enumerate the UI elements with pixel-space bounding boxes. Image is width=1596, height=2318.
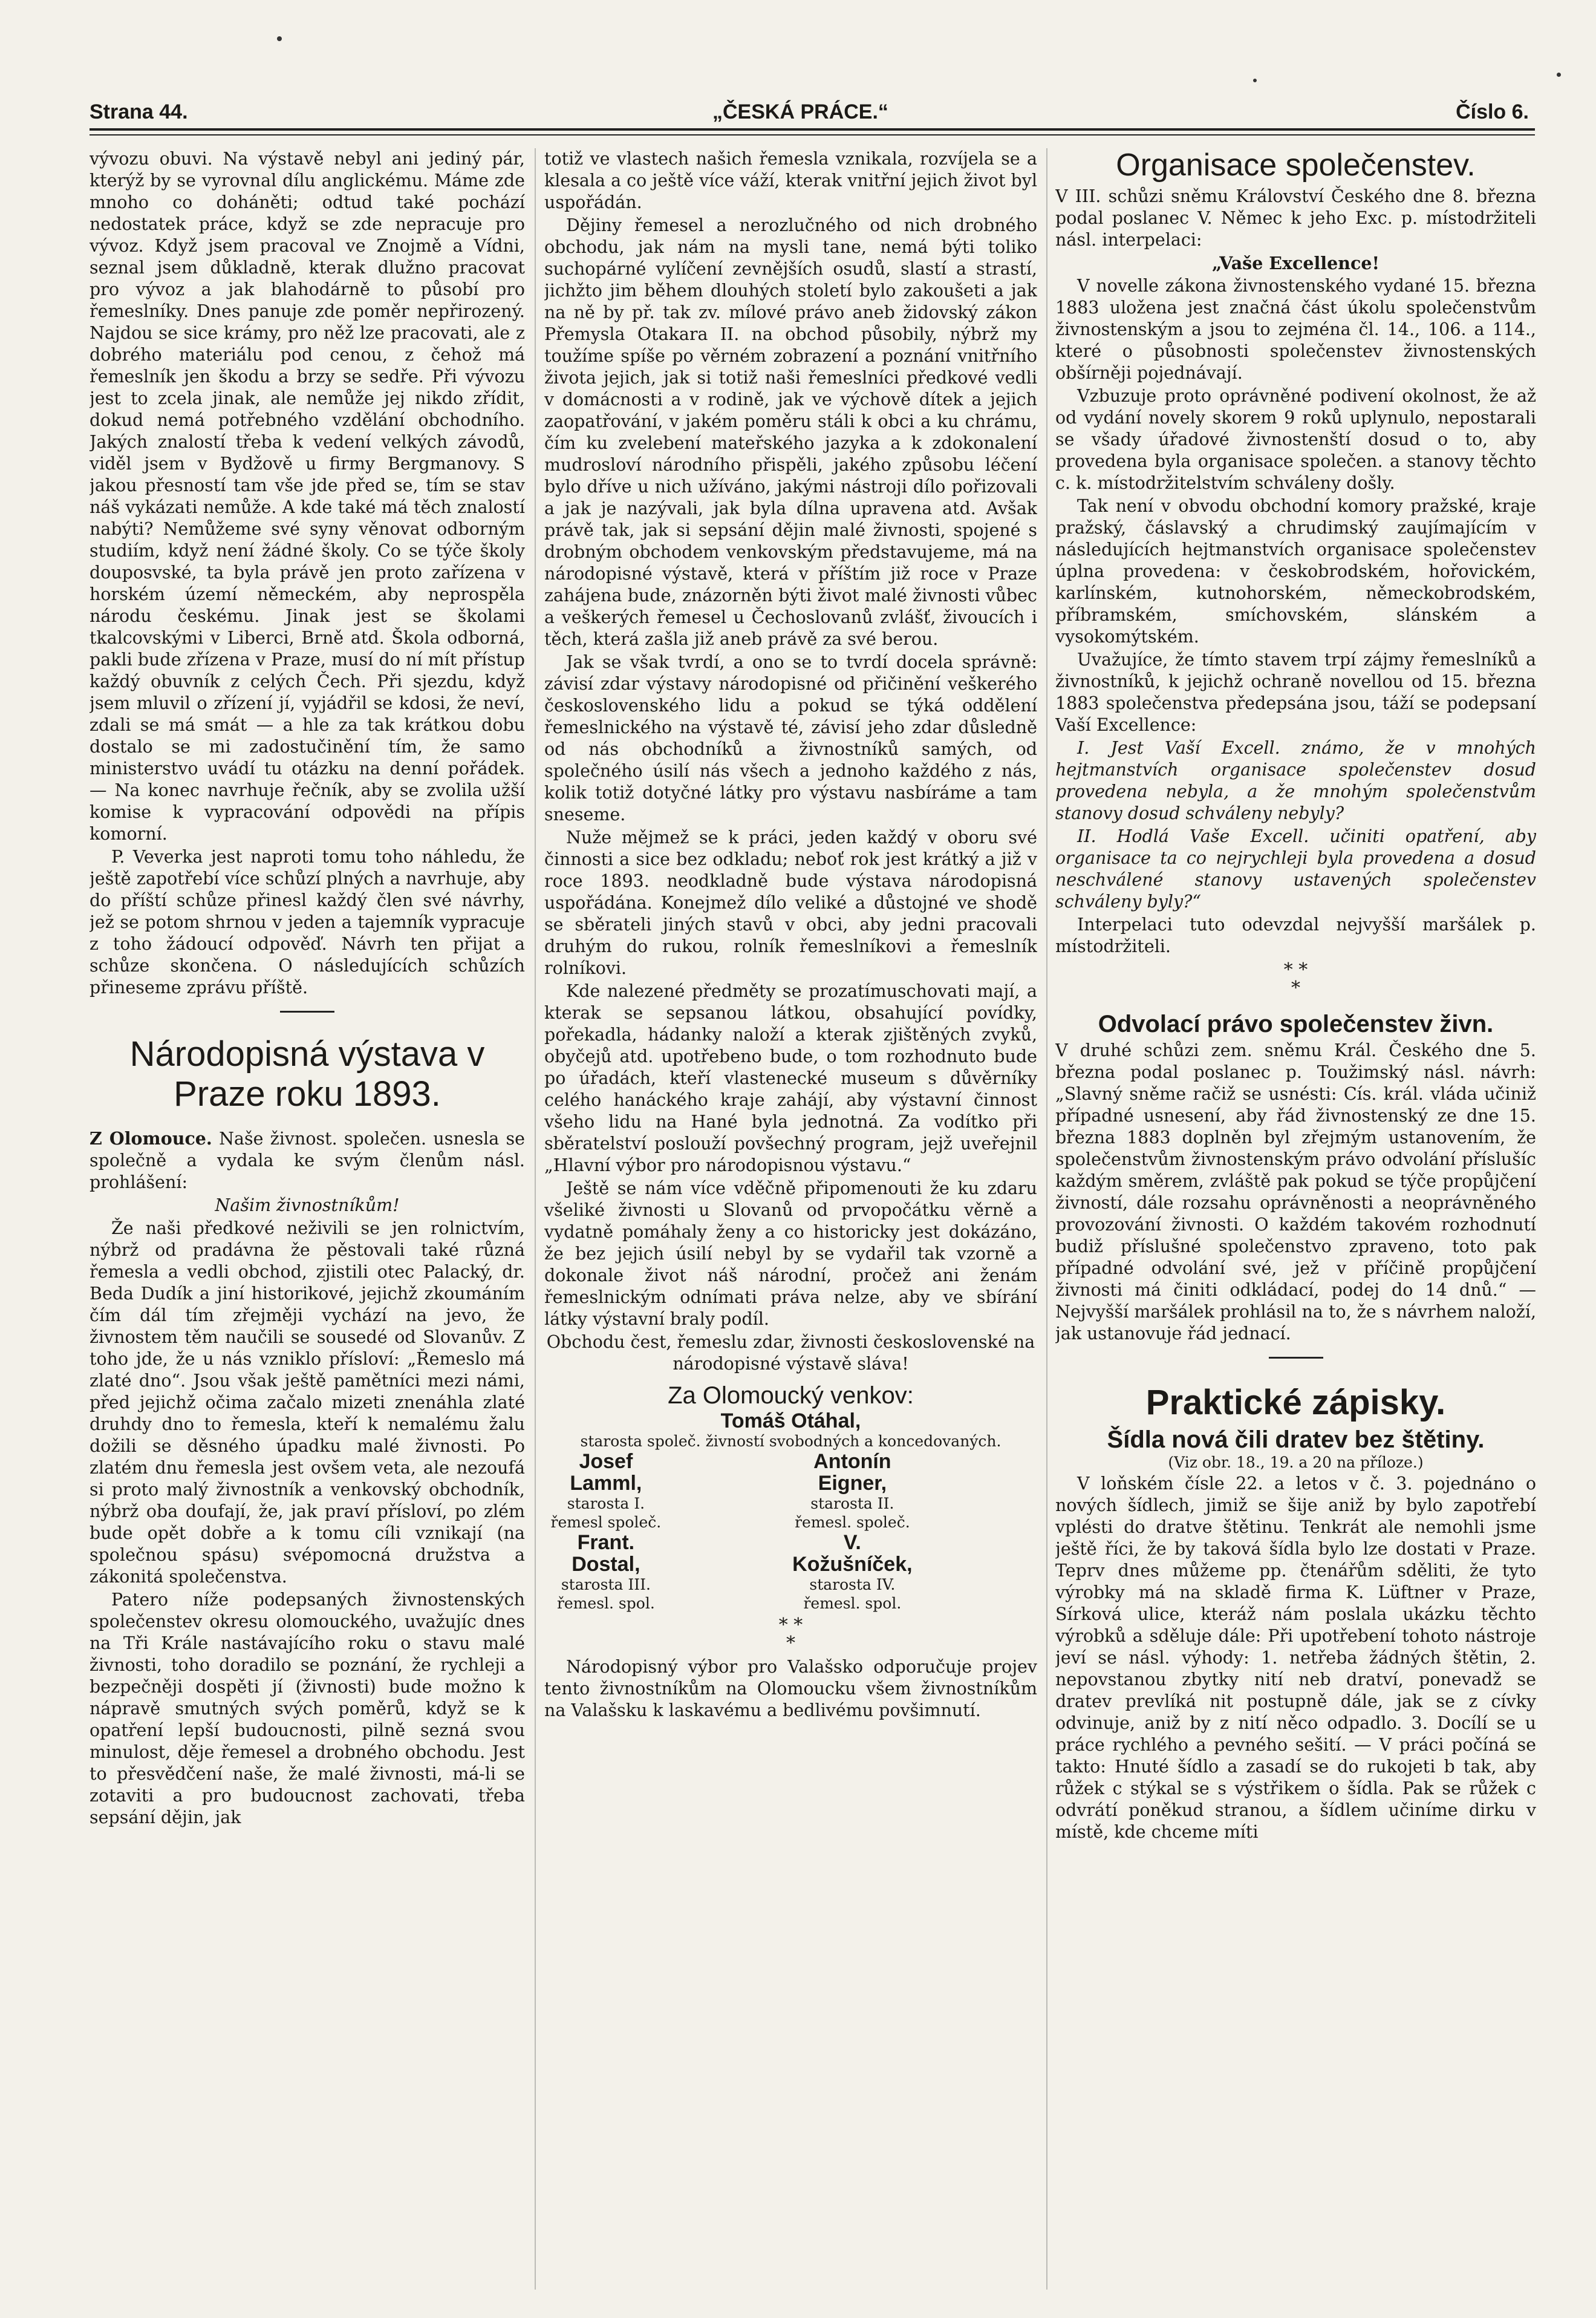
print-speck [1557, 73, 1561, 77]
signatory-role: starosta III. řemesl. spol. [556, 1576, 655, 1612]
article-text: Národopisný výbor pro Valašsko odporučuje projev tento živnostníkům na Olomoucku všem živnostníkům na Valašsku k laskavému a bedlivému povšimnutí. [544, 1657, 1037, 1720]
header-rule-thin [90, 134, 1535, 135]
signatories-heading: Za Olomoucký venkov: [668, 1382, 914, 1409]
section-heading: Odvolací právo společenstev živn. [1098, 1011, 1494, 1037]
salutation: Našim živnostníkům! [215, 1195, 400, 1215]
column-3 [1055, 148, 1536, 2302]
article-text: totiž ve vlastech našich řemesla vznikala, rozvíjela se a klesala a co ještě více váží, kterak vnitřní jejich život byl uspořádán. [544, 149, 1037, 212]
page-header [90, 90, 1535, 138]
column-2 [544, 148, 1037, 2302]
salutation: „Vaše Excellence! [1212, 253, 1379, 273]
issue-number: Číslo 6. [1456, 100, 1529, 123]
signatory-role: starosta společ. živností svobodných a koncedovaných. [580, 1432, 1002, 1450]
signatory [544, 1451, 791, 1532]
print-speck [277, 36, 282, 41]
article-text: Dějiny řemesel a nerozlučného od nich drobného obchodu, jak nám na mysli tane, nemá býti toliko suchopárné vylíčení zevnějších osudů, slastí a strastí, jichžto jim během dlouhých století bylo zakoušeti a jak na ně by př. tak zv. mílové právo aneb židovský zákon Přemysla Otakara II. na obchod působily, nýbrž my toužíme spíše po věrném zobrazení a poznání vnitřního života jejich, jak si totiž naši řemeslníci předkové vedli v domácnosti a v rodině, jak ve výchově dítek a jejich zaopatřování, v jakém poměru stáli k obci a ku chrámu, čím ku zvelebení mateřského jazyka a k zdokonalení mudrosloví národního přispěli, jakého způsobu léčení bylo dříve u nich užíváno, jakými nástroji dílo pořizovali a jak je nazývali, jak byla dílna upravena atd. Avšak právě tak, jak si sepsání dějin malé živnosti, spojené s drobným obchodem venkovským představujeme, má na národopisné výstavě, která v příštím již roce v Praze zahájena bude, znázorněn býti život malé živnosti vůbec a veškerých řemesel u Čechoslovanů zvlášť, živoucích i těch, která zašla již aneb právě za své berou. [544, 215, 1037, 649]
lead-text: Naše živnost. společen. usnesla se společně a vydala ke svým členům násl. prohlášení: [90, 1129, 525, 1192]
article-text: V druhé schůzi zem. sněmu Král. Českého dne 5. března podal poslanec p. Toužimský násl. návrh: „Slavný sněme račiž se usnésti: Cís. král. vláda učiniž případné usnesení, aby řád živnostenský ze dne 15. března 1883 doplněn byl zřejmým ustanovením, že společenstvům živnostenským právo odvolání příslušíc každým směrem, zvláště pak pokud se týče propůjčení živností, dále rozsahu oprávněnosti a neoprávněného provozování živnosti. O každém takovém rozhodnutí budiž příslušné společenstvo zpraveno, toto pak případné odvolání své, jež v příčině propůjčení živnosti má činiti odkládací, podej do 14 dnů.“ — Nejvyšší maršálek prohlásil na to, že s návrhem naloží, jak ustanovuje řád jednací. [1055, 1040, 1536, 1343]
page-number: Strana 44. [90, 100, 188, 123]
article-lead [90, 1128, 525, 1193]
article-text: Patero níže podepsaných živnostenských společenstev okresu olomouckého, uvažujíc dnes na Tři Krále nastávajícího roku o stavu malé živnosti, toho doradilo se poznání, že rychleji a bezpečněji dospěti jí (živnosti) bude možno k nápravě smutných svých poměrů, když se k opatření lepší budoucnosti, pilně sezná svou minulost, děje řemesel a drobného obchodu. Jest to přesvědčení naše, že malé živnosti, má-li se zotaviti a pro budoucnost zachovati, třeba sepsání dějin, jak [90, 1590, 525, 1827]
signatory-name: Josef Lamml, [570, 1450, 642, 1495]
signatory [791, 1451, 1038, 1532]
article-text: Že naši předkové neživili se jen rolnictvím, nýbrž od pradávna že pěstovali také různá řemesla a vedli obchod, zjistili otec Palacký, dr. Beda Dudík a jiní historikové, jejichž zkoumáním čím dál tím zřejměji vychází na jevo, že živnostem těm naučili se sousedé od Slovanův. Z toho jde, že u nás vzniklo přísloví: „Řemeslo má zlaté dno“. Jsou však ještě pamětníci mezi námi, před jejichž očima začalo mizeti znenáhla zlaté druhdy dno to řemesla, kteří k nemalému žalu dožili se děsného úpadku malé živnosti. Po zlatém dnu řemesla jest ovšem veta, ale nezoufá si proto malý živnostník a venkovský obchodník, nýbrž oba doufají, že, jak praví přísloví, po zlém bude opět dobře a k tomu cíli vznikají (na společnou spásu) svépomocná družstva a zákonitá společenstva. [90, 1218, 525, 1587]
article-text: Uvažujíce, že tímto stavem trpí zájmy řemeslníků a živnostníků, k jejichž ochraně novellou od 15. března 1883 společenstva předepsána jsou, táží se podepsaní Vaší Excellence: [1055, 650, 1536, 735]
article-text: V loňském čísle 22. a letos v č. 3. pojednáno o nových šídlech, jimiž se šije aniž by bylo zapotřebí vplésti do dratve štětinu. Tenkrát ale nemohli jsme ještě říci, že by taková šídla bylo lze dostati v Praze. Teprv dnes můžeme pp. čtenářům sděliti, že tyto výrobky má na skladě firma K. Lüftner v Praze, Sírková ulice, kteráž nám poslala ukázku těchto výrobků a sděluje dále: Při upotřebení tohoto nástroje jeví se násl. výhody: 1. netřeba žádných štětin, 2. nepovstanou zbytky nití neb dratví, ponevadž se dratev prevlíká nit postupně dále, jak se z cívky odvinuje, aniž by z nití něco odpadlo. 3. Docílí se u práce rychlého a pevného sešití. — V práci počíná se takto: Hnuté šídlo a zasadí se do rukojeti b tak, aby růžek c stýkal se s výstřikem o šídla. Pak se růžek c odvrátí poněkud stranou, a šídlem učiníme dirku v místě, kde chceme míti [1055, 1474, 1536, 1842]
article-heading: Šídla nová čili dratev bez štětiny. [1107, 1426, 1485, 1453]
section-divider [280, 1011, 334, 1013]
column-separator [535, 148, 536, 2290]
article-text: V III. schůzi sněmu Království Českého dne 8. března podal poslanec V. Němec k jeho Exc. p. místodržiteli násl. interpelaci: [1055, 186, 1536, 250]
signatory [544, 1410, 1037, 1451]
section-heading: Organisace společenstev. [1116, 148, 1476, 183]
signatory-name: Frant. Dostal, [572, 1531, 640, 1576]
signatory-row [544, 1532, 1037, 1613]
article-text: Kde nalezené předměty se prozatímuschovati mají, a kterak se sepsanou látkou, obsahující povídky, pořekadla, hádanky naloží a kterak zjištěných zvyků, obyčejů atd. upotřebeno bude, o tom rozhodnuto bude po úřadách, kteří vlastenecké museum s důvěrníky celého hanáckého kraje zahájí, aby výstavní činnost všeho lidu na Hané byla jednotná. Za vodítko při sběratelství poslouží povšechný program, jejž uveřejnil „Hlavní výbor pro národopisnou výstavu.“ [544, 981, 1037, 1175]
signatory-role: starosta I. řemesl společ. [550, 1495, 662, 1531]
closing-slogan: Obchodu čest, řemeslu zdar, živnosti československé na národopisné výstavě sláva! [546, 1332, 1035, 1374]
signatory-row [544, 1451, 1037, 1532]
article-text: Interpelaci tuto odevzdal nejvyšší maršálek p. místodržiteli. [1055, 915, 1536, 956]
article-text: vývozu obuvi. Na výstavě nebyl ani jediný pár, kterýž by se vyrovnal dílu anglickému. Máme zde mnoho co doháněti; odtud také pochází nedostatek práce, když se zde nepracuje pro vývoz. Když jsem pracoval ve Znojmě a Vídni, seznal jsem důkladně, kterak dlužno pracovat pro vývoz a jak blahodárně to působí pro řemeslníky. Dnes panuje zde poměr nepřirozený. Najdou se sice krámy, pro něž lze pracovati, ale z dobrého materiálu pod cenou, z čehož má řemeslník jen škodu a brzy se sedře. Při vývozu jest to zcela jinak, ale nemůže jej nikdo zřídit, dokud nemá potřebného vzdělání obchodního. Jakých znalostí třeba k vedení velkých závodů, viděl jsem v Bydžově u firmy Bergmanovy. S jakou přesností tam vše jde před se, tím se stav náš vykázati nemůže. A kde také má těch znalostí nabýti? Nemůžeme své syny věnovat odborným studiím, když není žádné školy. Co se týče školy douposvské, ta byla právě jen proto zařízena v horském území německém, aby neprospěla národu českému. Jinak jest se školami tkalcovskými v Liberci, Brně atd. Škola odborná, pakli bude zřízena v Praze, musí do ní mít přístup každý obuvník z celých Čech. Při sjezdu, když jsem mluvil o zřízení jí, vyjádřil se kdosi, že neví, zdali se má smát — a hle za tak krátkou dobu dostalo se mi zadostučinění tím, že samo ministerstvo uvádí tu otázku na denní pořádek. — Na konec navrhuje řečník, aby se zvolila užší komise k vypracování odpovědi na přípis komorní. [90, 149, 525, 844]
asterism: * * * [1283, 959, 1308, 999]
masthead-title: „ČESKÁ PRÁCE.“ [712, 100, 888, 123]
signatory [791, 1532, 1038, 1613]
question: I. Jest Vaší Excell. známo, že v mnohých hejtmanstvích organisace společenstev dosud provedena nebyla, a že mnohým společenstvům stanovy dosud schváleny nebyly? [1055, 738, 1536, 823]
article-text: Jak se však tvrdí, a ono se to tvrdí docela správně: závisí zdar výstavy národopisné od přičinění veškerého československého lidu a pokud se týká oddělení řemeslnického na výstavě té, závisí jeho zdar důsledně od nás obchodníků a živnostníků samých, od společného úsilí nás všech a jednoho každého z nás, kolik totiž dotyčné látky pro výstavu nasbíráme a tam sneseme. [544, 652, 1037, 824]
lead-place: Z Olomouce. [90, 1128, 212, 1149]
print-speck [1253, 79, 1257, 82]
signatory-name: Antonín Eigner, [813, 1450, 891, 1495]
signatory-name: V. Kožušníček, [792, 1531, 913, 1576]
signatory-role: starosta IV. řemesl. spol. [803, 1576, 902, 1612]
signatory [544, 1532, 791, 1613]
signatory-role: starosta II. řemesl. společ. [795, 1495, 910, 1531]
column-1 [90, 148, 525, 2302]
question: II. Hodlá Vaše Excell. učiniti opatření, aby organisace ta co nejrychleji byla provedena a dosud neschválené stanovy ustavených společenstev schváleny byly?“ [1055, 826, 1536, 912]
column-separator [1046, 148, 1047, 2290]
article-heading: Národopisná výstava v Praze roku 1893. [129, 1034, 485, 1114]
section-heading: Praktické zápisky. [1145, 1383, 1446, 1422]
article-text: Vzbuzuje proto oprávněné podivení okolnost, že až od vydání novely skorem 9 roků uplynulo, nepostarali se všady úřadové živnostenští dosud o to, aby provedena byla organisace společen. a stanovy těchto c. k. místodržitelstvím schváleny došly. [1055, 386, 1536, 493]
signatory-name: Tomáš Otáhal, [720, 1409, 861, 1432]
article-text: V novelle zákona živnostenského vydané 15. března 1883 uložena jest značná část úkolu společenstvům živnostenským a jsou to zejména čl. 14., 106. a 114., které o působnosti společenstev živnostenských obšírněji pojednávají. [1055, 276, 1536, 383]
article-text: P. Veverka jest naproti tomu toho náhledu, že ještě zapotřebí více schůzí plných a navrhuje, aby do příští schůze přinesl každý člen své návrhy, jež se potom shrnou v jeden a tajemník vypracuje z toho žádoucí odpověď. Návrh ten přijat a schůze skončena. O následujících schůzích přineseme zprávu příště. [90, 847, 525, 997]
article-text: Nuže mějmež se k práci, jeden každý v oboru své činnosti a sice bez odkladu; neboť rok jest krátký a již v roce 1893. neodkladně bude výstava národopisná uspořádána. Konejmež dílo veliké a důstojné ve shodě se sběrateli jiných stavů v obci, aby jedni pracovali druhým do rukou, rolník řemeslníkovi a řemeslník rolníkovi. [544, 828, 1037, 978]
header-rule [90, 128, 1535, 131]
asterism: * * * [778, 1614, 803, 1654]
article-text: Ještě se nám více vděčně připomenouti že ku zdaru všeliké živnosti u Slovanů od prvopočátku věrně a vydatně pomáhaly ženy a co historicky jest dokázáno, že bez jejich úsilí nebyl by se vydařil tak vzorně a dokonale život náš národní, pročež ani ženám řemeslnickým odnímati práva nelze, aby ve sbírání látky výstavní braly podíl. [544, 1178, 1037, 1329]
article-text: Tak není v obvodu obchodní komory pražské, kraje pražský, čáslavský a chrudimský zaujímajícím v následujících hejtmanstvích organisace společenstev úplna provedena: v českobrodském, hořovickém, karlínském, kutnohorském, německobrodském, příbramském, smíchovském, slánském a vysokomýtském. [1055, 496, 1536, 647]
section-divider [1269, 1357, 1323, 1359]
figure-reference: (Viz obr. 18., 19. a 20 na příloze.) [1168, 1454, 1424, 1471]
